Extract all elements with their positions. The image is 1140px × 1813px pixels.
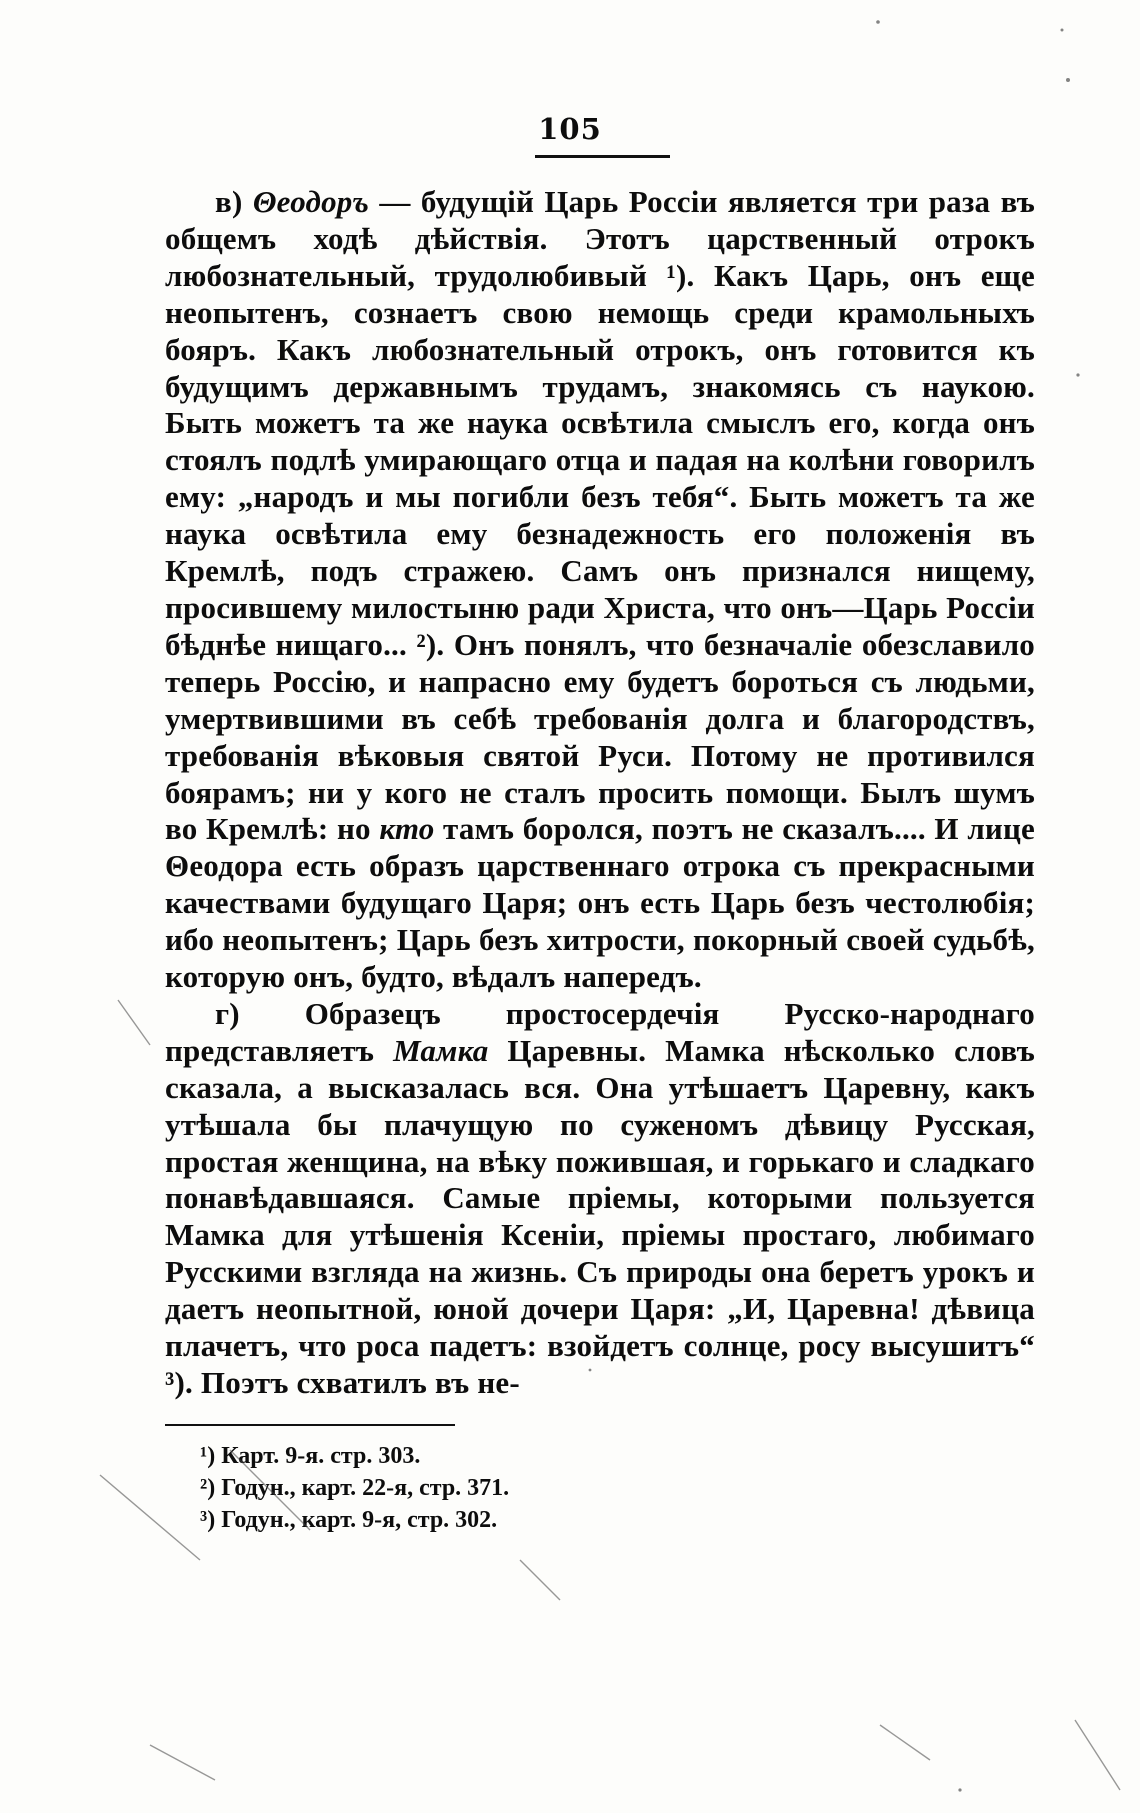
scan-streak xyxy=(118,1000,150,1045)
scan-speck xyxy=(1061,29,1064,32)
scan-streak xyxy=(1075,1720,1120,1790)
paragraph-g xyxy=(165,996,1035,1402)
scan-streak xyxy=(150,1745,215,1780)
italic-name: Θеодоръ xyxy=(252,184,370,219)
paragraph-text: — будущій Царь Россіи является три раза въ общемъ ходѣ дѣйствія. Этотъ царственный отрокъ любознательный, трудолюбивый ¹). Какъ Царь, онъ еще неопытенъ, сознаетъ свою немощь среди крамольныхъ бояръ. Какъ любознательный отрокъ, онъ готовится къ будущимъ державнымъ трудамъ, знакомясь съ наукою. Быть можетъ та же наука освѣтила смыслъ его, когда онъ стоялъ подлѣ умирающаго отца и падая на колѣни говорилъ ему: „народъ и мы погибли безъ тебя“. Быть можетъ та же наука освѣтила ему безнадежность его положенія въ Кремлѣ, подъ стражею. Самъ онъ признался нищему, просившему милостыню ради Христа, что онъ—Царь Россіи бѣднѣе нищаго... ²). Онъ понялъ, что безначаліе обезславило теперь Россію, и напрасно ему будетъ бороться съ людьми, умертвившими въ себѣ требованія долга и благородствъ, требованія вѣковыя святой Руси. Потому не противился боярамъ; ни у кого не сталъ просить помощи. Былъ шумъ во Кремлѣ: но xyxy=(165,184,1036,847)
footnote-text: Годун., карт. 9-я, стр. 302. xyxy=(221,1507,498,1533)
italic-word: кто xyxy=(379,811,435,847)
scan-speck xyxy=(1076,373,1079,376)
header-rule xyxy=(535,155,670,158)
footnote-1 xyxy=(200,1440,800,1472)
footnotes xyxy=(200,1440,800,1536)
paragraph-text-end: тамъ боролся, поэтъ не сказалъ.... И лице Θеодора есть образъ царственнаго отрока съ прекрасными качествами будущаго Царя; онъ есть Царь безъ честолюбія; ибо неопытенъ; Царь безъ хитрости, покорный своей судьбѣ, которую онъ, будто, вѣдалъ напередъ. xyxy=(165,811,1036,995)
scan-streak xyxy=(880,1725,930,1760)
scan-streak xyxy=(100,1475,200,1560)
body-text xyxy=(165,184,1035,1402)
footnote-3 xyxy=(200,1504,800,1536)
paragraph-marker: г) xyxy=(215,995,240,1031)
scan-speck xyxy=(876,20,880,24)
scan-streak xyxy=(520,1560,560,1600)
paragraph-v xyxy=(165,184,1035,996)
footnote-text: Карт. 9-я. стр. 303. xyxy=(221,1443,421,1469)
scan-speck xyxy=(1066,78,1070,82)
footnote-mark: ³) xyxy=(200,1507,216,1533)
footnote-2 xyxy=(200,1472,800,1504)
italic-name: Мамка xyxy=(393,1032,489,1068)
footnote-mark: ¹) xyxy=(200,1443,216,1469)
scan-speck xyxy=(958,1788,961,1791)
paragraph-text: Образецъ простосердечія Русско-народнаго представляетъ xyxy=(165,995,1035,1068)
footnote-mark: ²) xyxy=(200,1475,216,1501)
paragraph-marker: в) xyxy=(215,184,243,219)
paragraph-text-end: Царевны. Мамка нѣсколько словъ сказала, а высказалась вся. Она утѣшаетъ Царевну, какъ утѣшала бы плачущую по суженомъ дѣвицу Русская, простая женщина, на вѣку пожившая, и горькаго и сладкаго понавѣдавшаяся. Самые пріемы, которыми пользуется Мамка для утѣшенія Ксеніи, пріемы простаго, любимаго Русскими взгляда на жизнь. Съ природы она беретъ урокъ и даетъ неопытной, юной дочери Царя: „И, Царевна! дѣвица плачетъ, что роса падетъ: взойдетъ солнце, росу высушитъ“ ³). Поэтъ схватилъ въ не- xyxy=(165,1032,1035,1400)
footnote-text: Годун., карт. 22-я, стр. 371. xyxy=(221,1475,510,1501)
footnote-rule xyxy=(165,1424,455,1426)
page-number: 105 xyxy=(538,112,602,146)
